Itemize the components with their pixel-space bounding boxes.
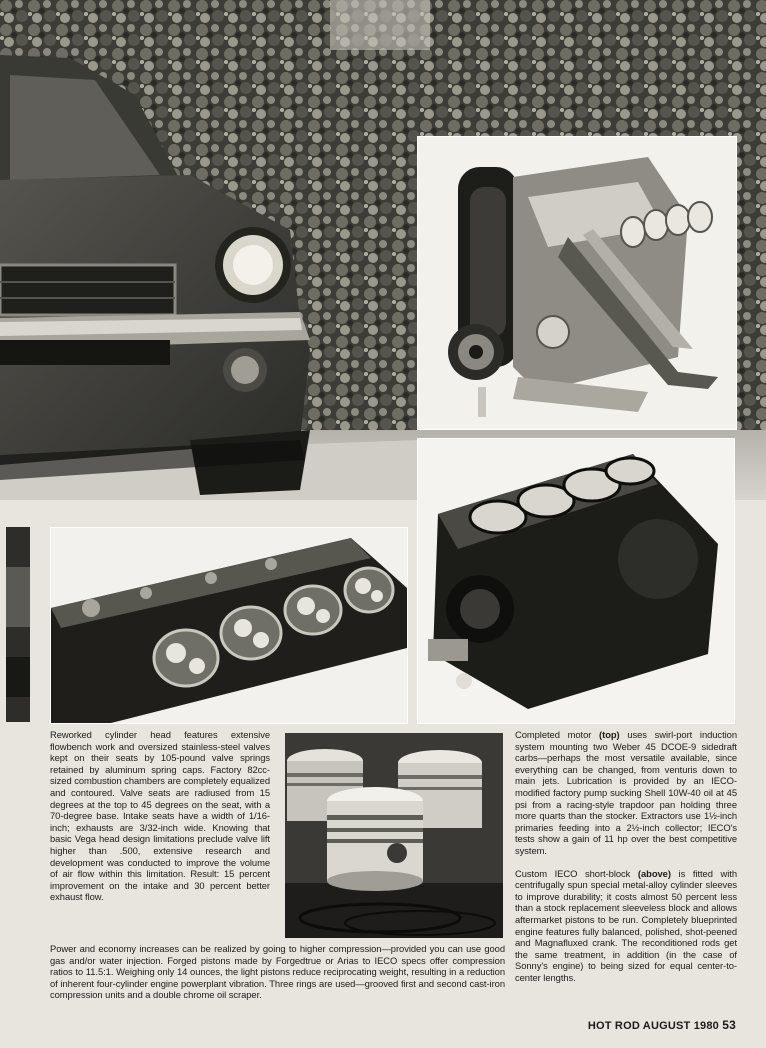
motor-caption-lead: Completed motor (515, 729, 600, 740)
folio (588, 1018, 736, 1032)
block-caption-ref: (above) (637, 867, 671, 879)
cylinder-head-photo (50, 527, 408, 724)
edge-photo (6, 527, 30, 722)
right-captions (515, 729, 737, 983)
block-caption-body: is fitted with centrifugally spun special metal-alloy cylinder sleeves to improve durability; it costs almost 50 percent less than a stock replacement sleeveless block and allows aftermarket pistons to be run. Completely blueprinted engine features fully balanced, polished, shot-peened and Magnafluxed crank. The reconditioned rods get the same treatment, in addition (in the case of Sonny's engine) to being sized for equal center-to-center lengths. (515, 867, 737, 983)
motor-caption-body: uses swirl-port induction system mounting two Weber 45 DCOE-9 sidedraft carbs—perhaps the most versatile available, since everything can be changed, from venturis down to main jets. Lubrication is provided by an IECO-modified factory pump sucking Shell 10W-40 oil at 45 psi from a racing-style trapdoor pan holding three more quarts than the stocker. Extractors use 1½-inch primaries feeding into a 2½-inch collector; IECO's tests show a gain of 11 hp over the best competitive system. (515, 729, 737, 856)
block-caption (515, 868, 737, 984)
motor-caption (515, 729, 737, 857)
pistons-caption (50, 943, 505, 1001)
page-number: 53 (722, 1018, 736, 1032)
pistons-photo (285, 733, 503, 938)
block-caption-lead: Custom IECO short-block (515, 867, 638, 879)
cylinder-head-caption (50, 729, 270, 903)
short-block-photo (417, 438, 735, 724)
folio-label: HOT ROD AUGUST 1980 (587, 1020, 719, 1032)
cylinder-head-caption-text: Reworked cylinder head features extensive flowbench work and oversized stainless-steel valves kept on their seats by 105-pound valve springs retained by aluminum spring caps. Factory 82cc-sized combustion chambers are completely equalized and contoured. Valve seats are radiused from 15 degrees at the top to 45 degrees on the seat, with a 70-degree base. Intake seats have a width of 1/16-inch; exhausts are 3/32-inch wide. Knowing that basic Vega head design limitations preclude valve lift higher than .500, extensive research and development was conducted to improve the volume of air flow within this limitation. Result: 15 percent improvement on the intake and 30 percent better exhaust flow. (50, 729, 271, 903)
engine-photo (417, 136, 737, 430)
motor-caption-ref: (top) (599, 729, 620, 740)
pistons-caption-text: Power and economy increases can be realized by going to higher compression—provided you can use good gas and/or water injection. Forged pistons made by Forgedtrue or Arias to IECO specs offer compression ratios to 11.5:1. Weighing only 14 ounces, the light pistons reduce reciprocating weight, resulting in a reduction of inherent four-cylinder engine powerplant vibration. Three rings are used—grooved first and second cast-iron compression units and a double chrome oil scraper. (50, 943, 505, 1001)
